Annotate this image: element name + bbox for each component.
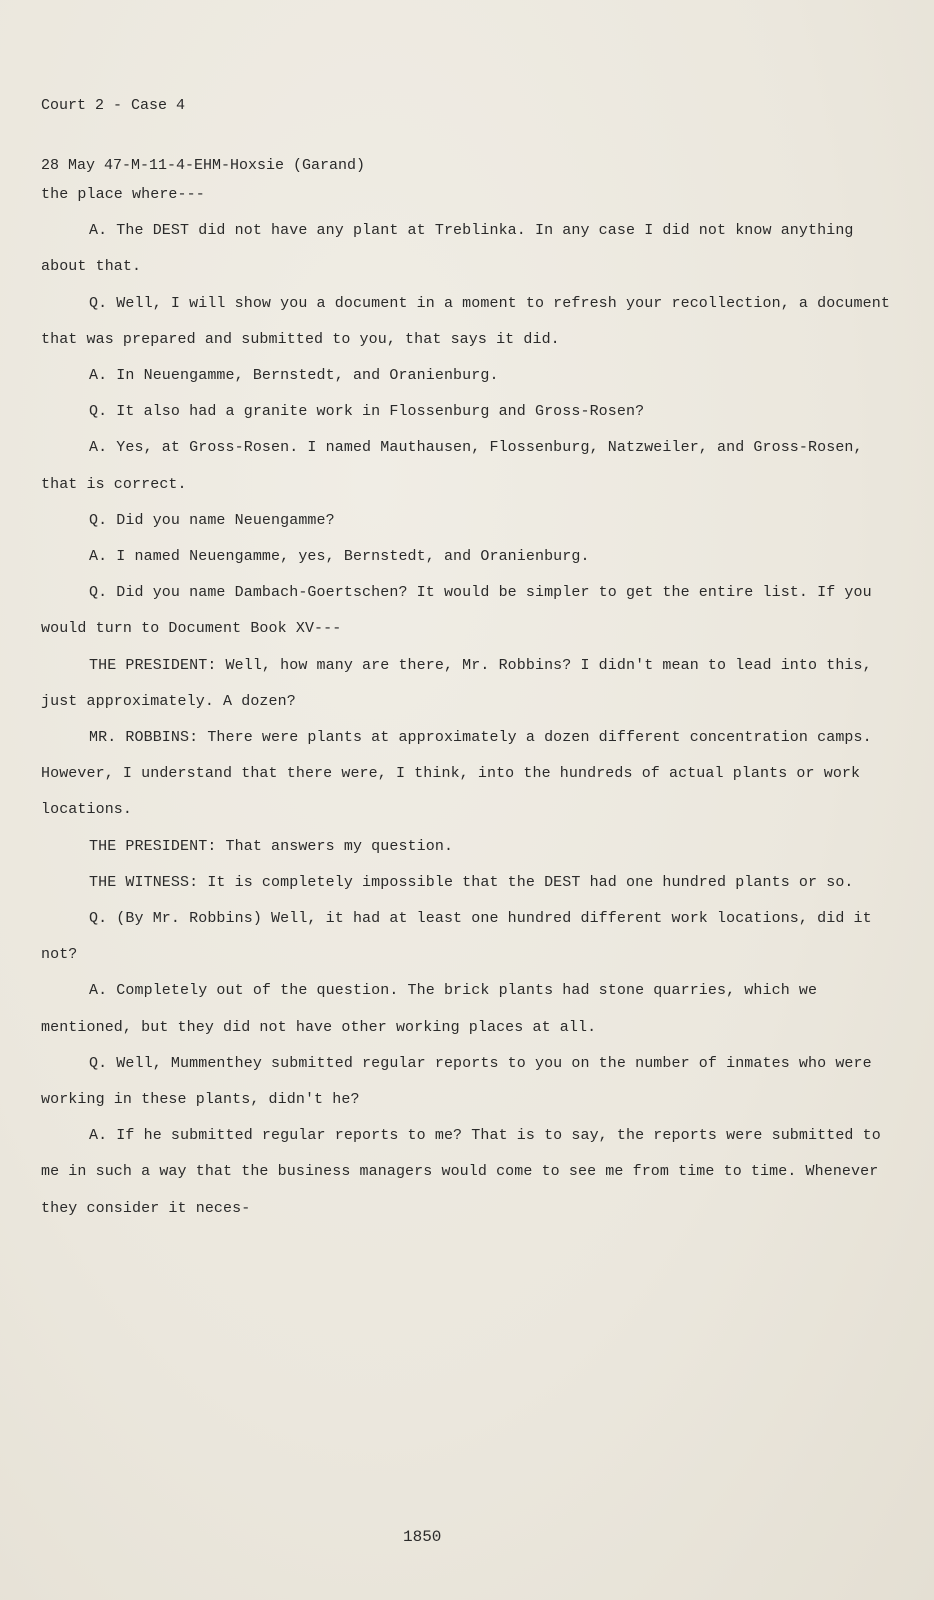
page-number: 1850	[403, 1528, 442, 1546]
transcript-paragraph: A. Yes, at Gross-Rosen. I named Mauthausen, Flossenburg, Natzweiler, and Gross-Rosen, that is correct.	[41, 439, 863, 493]
transcript-paragraph: Q. (By Mr. Robbins) Well, it had at least one hundred different work locations, did it not?	[41, 910, 872, 964]
transcript-paragraph: A. If he submitted regular reports to me? That is to say, the reports were submitted to me in such a way that the business managers would come to see me from time to time. Whenever they consider it neces-	[41, 1127, 881, 1217]
transcript-paragraph: THE PRESIDENT: That answers my question.	[89, 837, 454, 855]
transcript-paragraph: Q. Did you name Dambach-Goertschen? It would be simpler to get the entire list. If you would turn to Document Book XV---	[41, 584, 872, 638]
transcript-paragraph: A. The DEST did not have any plant at Treblinka. In any case I did not know anything about that.	[41, 222, 854, 276]
transcript-paragraph: THE WITNESS: It is completely impossible that the DEST had one hundred plants or so.	[89, 873, 854, 891]
transcript-paragraph: A. Completely out of the question. The brick plants had stone quarries, which we mentioned, but they did not have other working places at all.	[41, 982, 818, 1036]
transcript-paragraph: MR. ROBBINS: There were plants at approximately a dozen different concentration camps. However, I understand that there were, I think, into the hundreds of actual plants or work locations.	[41, 729, 872, 819]
header-case-line: Court 2 - Case 4	[41, 97, 186, 114]
transcript-paragraph: THE PRESIDENT: Well, how many are there, Mr. Robbins? I didn't mean to lead into this, just approximately. A dozen?	[41, 656, 872, 710]
transcript-paragraph: the place where---	[41, 186, 205, 203]
transcript-paragraph: Q. Well, I will show you a document in a moment to refresh your recollection, a document that was prepared and submitted to you, that says it did.	[41, 294, 890, 348]
transcript-body	[41, 177, 901, 1227]
transcript-paragraph: Q. Did you name Neuengamme?	[89, 511, 335, 529]
transcript-paragraph: Q. Well, Mummenthey submitted regular reports to you on the number of inmates who were working in these plants, didn't he?	[41, 1054, 872, 1109]
header-session-line: 28 May 47-M-11-4-EHM-Hoxsie (Garand)	[41, 157, 366, 174]
transcript-paragraph: Q. It also had a granite work in Flossenburg and Gross-Rosen?	[89, 403, 645, 421]
transcript-paragraph: A. In Neuengamme, Bernstedt, and Oranienburg.	[89, 367, 499, 385]
transcript-paragraph: A. I named Neuengamme, yes, Bernstedt, and Oranienburg.	[89, 548, 590, 566]
